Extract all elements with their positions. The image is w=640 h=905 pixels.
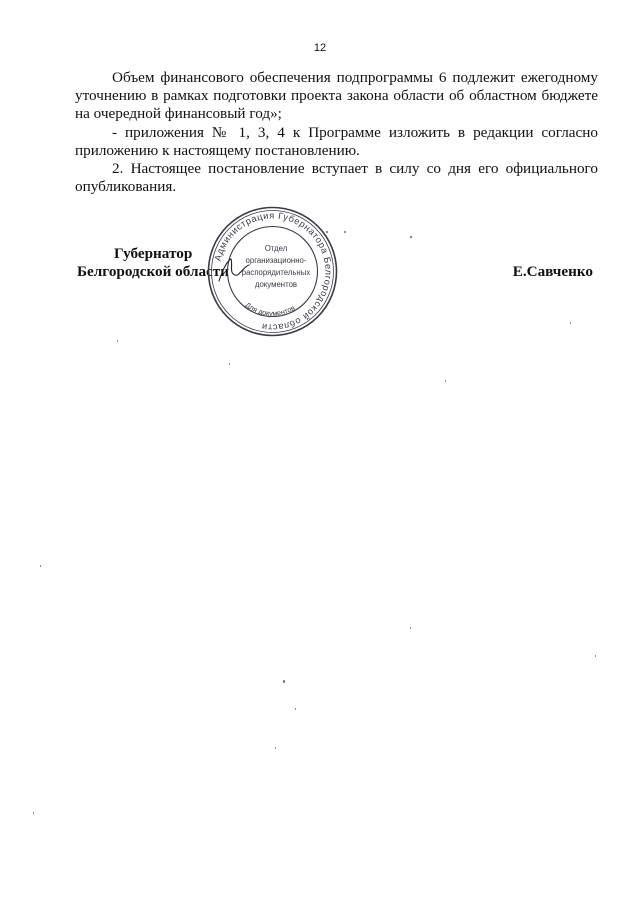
scan-speck <box>570 322 571 324</box>
seal-inner-line2: организационно- <box>245 256 307 265</box>
seal-outer-text: Администрация Губернатора Белгородской области <box>212 210 334 333</box>
document-body <box>75 69 598 196</box>
scan-speck <box>275 747 276 749</box>
signatory-name: Е.Савченко <box>512 263 593 280</box>
scan-speck <box>344 231 346 233</box>
scan-speck <box>117 340 118 342</box>
paragraph-funding: Объем финансового обеспечения подпрограммы 6 подлежит ежегодному уточнению в рамках подготовки проекта закона области об областном бюджете на очередной финансовый год»; <box>75 69 598 123</box>
scan-speck <box>410 627 411 629</box>
seal-inner-line4: документов <box>254 280 298 289</box>
scan-speck <box>283 680 285 683</box>
seal-bottom-text: Для документов <box>243 300 297 318</box>
scan-speck <box>410 236 412 238</box>
paragraph-effective-date: 2. Настоящее постановление вступает в силу со дня его официального опубликования. <box>75 160 598 196</box>
seal-inner-line1: Отдел <box>264 244 288 253</box>
handwritten-signature <box>215 255 255 285</box>
seal-inner-line3: распорядительных <box>241 268 311 277</box>
paragraph-appendices: - приложения № 1, 3, 4 к Программе изложить в редакции согласно приложению к настоящему постановлению. <box>75 123 598 159</box>
scan-speck <box>326 231 328 233</box>
scan-speck <box>595 655 596 657</box>
scan-speck <box>229 363 230 365</box>
signatory-title-line2: Белгородской области <box>77 263 230 280</box>
scan-speck <box>445 380 446 382</box>
scan-speck <box>40 565 41 567</box>
page-number: 12 <box>313 42 327 54</box>
scan-speck <box>295 708 296 710</box>
scan-speck <box>33 812 34 814</box>
signatory-title-line1: Губернатор <box>114 245 193 262</box>
